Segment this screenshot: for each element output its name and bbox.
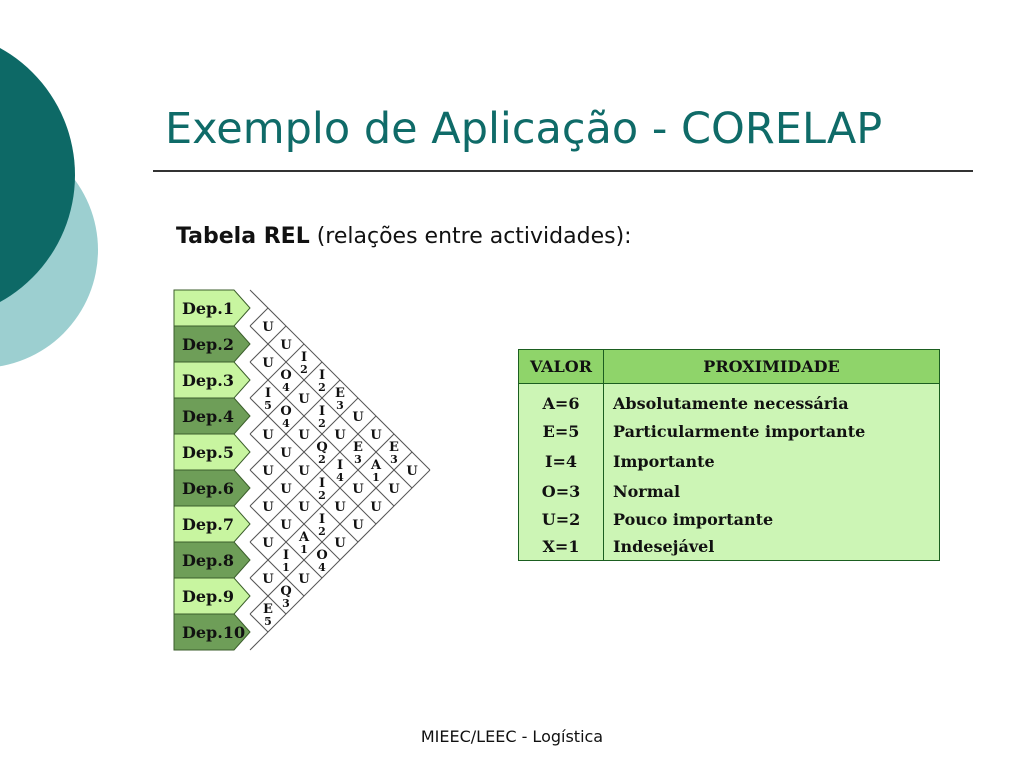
relation-code: U xyxy=(352,518,364,533)
relation-code: U xyxy=(280,518,292,533)
relation-code: U xyxy=(334,500,346,515)
relation-reason: 3 xyxy=(390,453,398,466)
grid-line xyxy=(250,380,340,470)
relation-code: I xyxy=(318,368,326,383)
legend-value: X=1 xyxy=(542,537,580,556)
legend-header-valor: VALOR xyxy=(519,350,604,384)
title-underline xyxy=(153,170,973,172)
relation-code: U xyxy=(370,500,382,515)
relation-code: U xyxy=(298,500,310,515)
relation-reason: 5 xyxy=(264,615,272,628)
relation-reason: 1 xyxy=(372,471,380,484)
relation-code: E xyxy=(389,440,399,455)
legend-divider xyxy=(603,384,604,560)
subtitle-rest: (relações entre actividades): xyxy=(309,224,632,249)
relation-code: U xyxy=(280,338,292,353)
dept-label: Dep.2 xyxy=(182,335,234,354)
relation-reason: 2 xyxy=(318,525,326,538)
relation-code: E xyxy=(353,440,363,455)
relation-code: I xyxy=(318,404,326,419)
relation-reason: 4 xyxy=(282,381,290,394)
rel-matrix xyxy=(170,287,440,657)
relation-code: U xyxy=(262,356,274,371)
relation-reason: 3 xyxy=(354,453,362,466)
relation-reason: 4 xyxy=(318,561,326,574)
relation-code: U xyxy=(298,428,310,443)
relation-code: I xyxy=(300,350,308,365)
relation-reason: 2 xyxy=(318,417,326,430)
relation-code: U xyxy=(352,482,364,497)
relation-code: U xyxy=(388,482,400,497)
relation-reason: 1 xyxy=(282,561,290,574)
relation-reason: 2 xyxy=(300,363,308,376)
slide-title: Exemplo de Aplicação - CORELAP xyxy=(165,104,883,154)
dept-label: Dep.6 xyxy=(182,479,234,498)
relation-reason: 4 xyxy=(282,417,290,430)
dept-label: Dep.10 xyxy=(182,623,246,642)
relation-reason: 5 xyxy=(264,399,272,412)
dept-label: Dep.8 xyxy=(182,551,234,570)
dept-label: Dep.9 xyxy=(182,587,234,606)
relation-code: U xyxy=(370,428,382,443)
legend-value: E=5 xyxy=(542,422,580,441)
legend-value: O=3 xyxy=(541,482,581,501)
relation-code: U xyxy=(334,536,346,551)
relation-code: U xyxy=(262,500,274,515)
legend-description: Particularmente importante xyxy=(613,422,866,441)
footer-text: MIEEC/LEEC - Logística xyxy=(420,727,604,746)
relation-code: U xyxy=(280,446,292,461)
relation-code: I xyxy=(336,458,344,473)
decorative-circles xyxy=(0,0,110,420)
legend-value: U=2 xyxy=(541,510,581,529)
grid-line xyxy=(250,542,304,596)
legend-header-proximidade: PROXIMIDADE xyxy=(604,350,939,384)
relation-code: E xyxy=(335,386,345,401)
relation-code: I xyxy=(264,386,272,401)
relation-code: O xyxy=(280,368,292,383)
relation-reason: 4 xyxy=(336,471,344,484)
legend-description: Pouco importante xyxy=(613,510,774,529)
dept-label: Dep.7 xyxy=(182,515,234,534)
relation-code: A xyxy=(298,530,310,545)
legend-value: A=6 xyxy=(542,394,580,413)
grid-line xyxy=(250,452,412,614)
relation-code: U xyxy=(298,392,310,407)
relation-code: U xyxy=(262,572,274,587)
relation-code: Q xyxy=(280,584,292,599)
slide-subtitle xyxy=(176,224,632,249)
relation-reason: 2 xyxy=(318,381,326,394)
dept-label: Dep.4 xyxy=(182,407,234,426)
relation-reason: 2 xyxy=(318,489,326,502)
dept-label: Dep.5 xyxy=(182,443,234,462)
relation-code: U xyxy=(262,464,274,479)
relation-code: U xyxy=(262,320,274,335)
legend-description: Absolutamente necessária xyxy=(613,394,849,413)
grid-line xyxy=(250,344,304,398)
relation-code: Q xyxy=(316,440,328,455)
legend-value: I=4 xyxy=(544,452,578,471)
relation-code: O xyxy=(316,548,328,563)
relation-code: U xyxy=(352,410,364,425)
legend-description: Importante xyxy=(613,452,715,471)
dept-label: Dep.3 xyxy=(182,371,234,390)
subtitle-bold: Tabela REL xyxy=(176,224,310,249)
legend-table xyxy=(518,349,940,561)
relation-code: U xyxy=(406,464,418,479)
relation-code: O xyxy=(280,404,292,419)
relation-code: I xyxy=(318,476,326,491)
relation-code: U xyxy=(334,428,346,443)
relation-code: U xyxy=(298,572,310,587)
grid-line xyxy=(250,326,412,488)
legend-description: Indesejável xyxy=(613,537,715,556)
legend-description: Normal xyxy=(613,482,681,501)
dept-label: Dep.1 xyxy=(182,299,234,318)
relation-reason: 3 xyxy=(336,399,344,412)
relation-reason: 2 xyxy=(318,453,326,466)
relation-code: E xyxy=(263,602,273,617)
relation-code: A xyxy=(370,458,382,473)
relation-code: I xyxy=(282,548,290,563)
relation-code: I xyxy=(318,512,326,527)
relation-code: U xyxy=(298,464,310,479)
relation-code: U xyxy=(262,536,274,551)
relation-code: U xyxy=(262,428,274,443)
relation-reason: 1 xyxy=(300,543,308,556)
relation-reason: 3 xyxy=(282,597,290,610)
relation-code: U xyxy=(280,482,292,497)
